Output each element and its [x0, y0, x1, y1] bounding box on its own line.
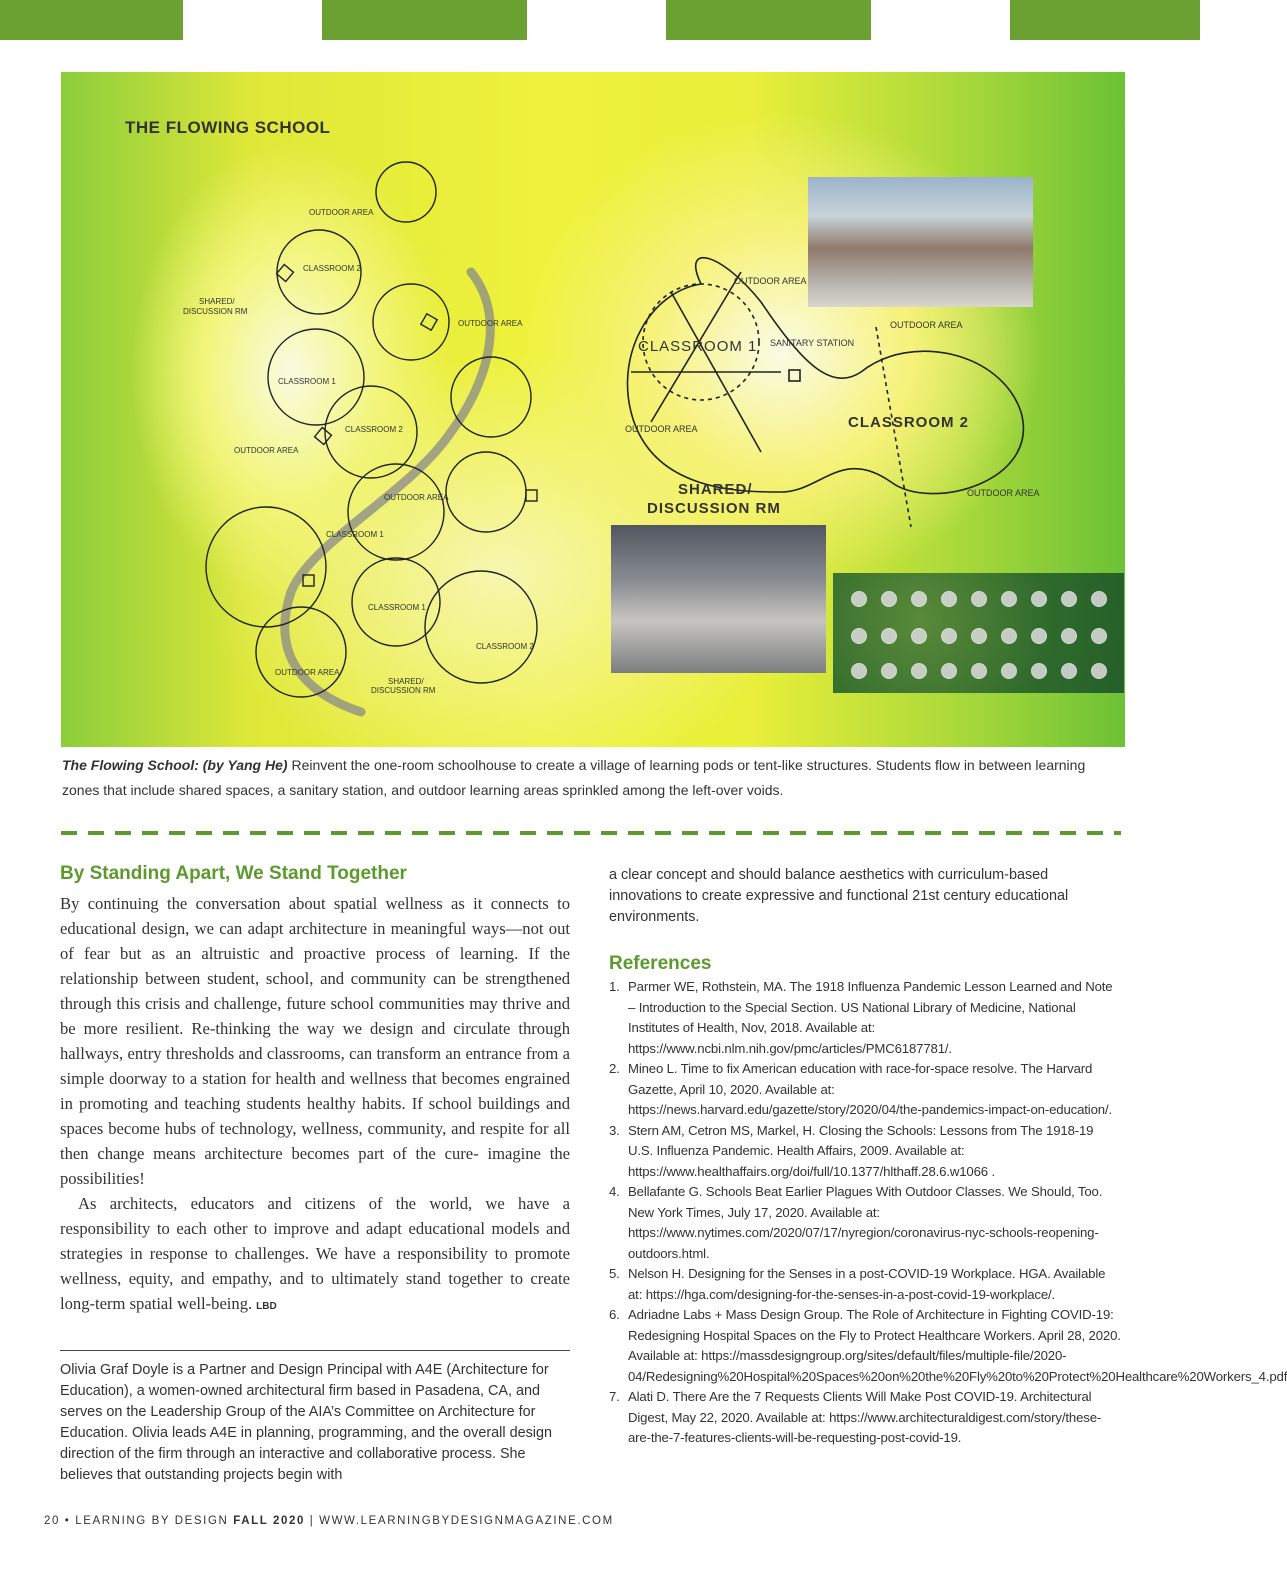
pod-dot — [971, 663, 987, 679]
aerial-pods-photo — [833, 573, 1124, 693]
sanitary-station-mark — [789, 370, 800, 381]
reference-text: Parmer WE, Rothstein, MA. The 1918 Influenza Pandemic Lesson Learned and Note – Introduction to the Special Section. US National Library of Medicine, National Institutes of Health, Nov, 2018. Available at: https://www.ncbi.nlm.nih.gov/pmc/articles/PMC6187781/. — [628, 979, 1113, 1056]
label-shared: SHARED/ — [199, 297, 235, 306]
label-outdoor-area: OUTDOOR AREA — [967, 488, 1040, 498]
reference-item — [609, 1305, 1287, 1387]
pod-dot — [971, 591, 987, 607]
paragraph-text: As architects, educators and citizens of the world, we have a responsibility to each other to improve and adapt educational models and strategies in response to challenges. We have a responsibility to promote wellness, equity, and empathy, and to ultimately stand together to create long-term spatial well-being. — [60, 1194, 570, 1313]
label-discussion: DISCUSSION RM — [371, 686, 436, 695]
figure-title: THE FLOWING SCHOOL — [125, 118, 331, 137]
pod-dot — [1031, 591, 1047, 607]
pod-dot — [1001, 663, 1017, 679]
page-number: 20 — [44, 1515, 60, 1527]
pod-circle — [373, 284, 449, 360]
reference-item — [609, 1121, 1121, 1183]
label-classroom: CLASSROOM 1 — [368, 603, 426, 612]
reference-text: Nelson H. Designing for the Senses in a post-COVID-19 Workplace. HGA. Available at: https://hga.com/designing-for-the-senses-in-a-post-covid-19-workplace/. — [628, 1266, 1106, 1302]
pod-dot — [851, 663, 867, 679]
pod-dot — [941, 628, 957, 644]
pod-dot — [1001, 628, 1017, 644]
paragraph: By continuing the conversation about spatial wellness as it connects to educational design, we can adapt architecture in meaningful ways—not out of fear but as an altruistic and proactive process of learning. If the relationship between student, school, and community can be strengthened through this crisis and challenge, future school communities may thrive and be more resilient. Re-thinking the way we design and circulate through hallways, entry thresholds and classrooms, can transform an entrance from a simple doorway to a station for health and wellness that becomes engrained in promoting and teaching students healthy habits. If school buildings and spaces become hubs of technology, wellness, community, and respite for all then change means architecture becomes part of the cure- imagine the possibilities! — [60, 894, 570, 1188]
label-outdoor-area: OUTDOOR AREA — [275, 668, 340, 677]
classroom-interior-photo — [611, 525, 826, 673]
pod-dot — [971, 628, 987, 644]
pod-dot — [911, 591, 927, 607]
dashed-divider — [61, 831, 1121, 835]
reference-number: 1. — [609, 979, 620, 994]
label-classroom: CLASSROOM 1 — [278, 377, 336, 386]
pod-dot — [881, 628, 897, 644]
pod-dot — [1031, 628, 1047, 644]
label-shared: SHARED/ — [678, 481, 753, 498]
label-outdoor-area: OUTDOOR AREA — [458, 319, 523, 328]
reference-number: 6. — [609, 1307, 620, 1322]
references-list — [609, 977, 1287, 1449]
footer-bar: | — [309, 1515, 315, 1527]
label-outdoor-area: OUTDOOR AREA — [890, 320, 963, 330]
header-block — [666, 0, 871, 40]
pod-dot — [1061, 663, 1077, 679]
reference-text: Mineo L. Time to fix American education with race-for-space resolve. The Harvard Gazette, April 10, 2020. Available at: https://news.harvard.edu/gazette/story/2020/04/the-pandemics-impact-on-education/. — [628, 1061, 1112, 1117]
article-heading: By Standing Apart, We Stand Together — [60, 863, 407, 884]
header-block — [0, 0, 183, 40]
label-outdoor-area: OUTDOOR AREA — [734, 276, 807, 286]
label-classroom: CLASSROOM 2 — [345, 425, 403, 434]
sanitary-station-mark — [526, 490, 537, 501]
reference-item — [609, 977, 1121, 1059]
reference-number: 7. — [609, 1389, 620, 1404]
label-classroom: CLASSROOM 2 — [476, 642, 534, 651]
page-footer — [44, 1515, 614, 1527]
sanitary-station-mark — [315, 428, 332, 445]
label-outdoor-area: OUTDOOR AREA — [384, 493, 449, 502]
caption-lead: The Flowing School: (by Yang He) — [62, 757, 288, 773]
label-classroom: CLASSROOM 2 — [303, 264, 361, 273]
bio-continuation: a clear concept and should balance aesthetics with curriculum-based innovations to create expressive and functional 21st century educational environments. — [609, 867, 1069, 925]
pod-dot — [1091, 628, 1107, 644]
magazine-name: LEARNING BY DESIGN — [75, 1515, 229, 1527]
label-discussion-rm: DISCUSSION RM — [647, 500, 781, 517]
reference-number: 2. — [609, 1061, 620, 1076]
magazine-url: WWW.LEARNINGBYDESIGNMAGAZINE.COM — [319, 1515, 614, 1527]
pod-dot — [1091, 663, 1107, 679]
reference-item — [609, 1387, 1121, 1449]
label-sanitary-station: SANITARY STATION — [770, 338, 855, 348]
pod-circle — [256, 607, 346, 697]
flowing-school-figure — [61, 72, 1125, 747]
label-classroom-1: CLASSROOM 1 — [638, 338, 758, 355]
pod-dot — [1031, 663, 1047, 679]
pod-dot — [941, 591, 957, 607]
pod-dot — [851, 628, 867, 644]
reference-item — [609, 1264, 1121, 1305]
header-block — [1010, 0, 1200, 40]
pod-dot — [881, 591, 897, 607]
label-discussion: DISCUSSION RM — [183, 307, 248, 316]
pod-dot — [851, 591, 867, 607]
label-outdoor-area: OUTDOOR AREA — [309, 208, 374, 217]
pod-dot — [911, 663, 927, 679]
pod-dot — [1061, 628, 1077, 644]
flow-path — [285, 272, 490, 712]
label-outdoor-area: OUTDOOR AREA — [625, 424, 698, 434]
reference-number: 4. — [609, 1184, 620, 1199]
pod-dot — [1061, 591, 1077, 607]
street-tents-photo — [808, 177, 1033, 307]
reference-text: Alati D. There Are the 7 Requests Clients Will Make Post COVID-19. Architectural Digest, May 22, 2020. Available at: https://www.architecturaldigest.com/story/these-are-the-7-features-clients-will-be-requesting-post-covid-19. — [628, 1389, 1102, 1445]
label-classroom: CLASSROOM 1 — [326, 530, 384, 539]
reference-text: Bellafante G. Schools Beat Earlier Plagues With Outdoor Classes. We Should, Too. New York Times, July 17, 2020. Available at: https://www.nytimes.com/2020/07/17/nyregion/coronavirus-nyc-schools-reopening-outdoors.html. — [628, 1184, 1103, 1261]
pod-circle — [352, 558, 440, 646]
reference-item — [609, 1059, 1121, 1121]
pod-dot — [911, 628, 927, 644]
pod-circle — [446, 452, 526, 532]
header-block — [322, 0, 527, 40]
bio-divider — [60, 1350, 570, 1351]
reference-number: 5. — [609, 1266, 620, 1281]
issue-name: FALL 2020 — [233, 1515, 305, 1527]
sanitary-station-mark — [277, 265, 294, 282]
figure-caption — [62, 753, 1122, 803]
article-body — [60, 891, 570, 1319]
paragraph — [60, 1191, 570, 1319]
reference-number: 3. — [609, 1122, 620, 1138]
pod-circle — [451, 357, 531, 437]
reference-text: Adriadne Labs + Mass Design Group. The Role of Architecture in Fighting COVID-19: Redesigning Hospital Spaces on the Fly to Protect Healthcare Workers. April 28, 2020. Available at: https://massdesigngroup.org/sites/default/files/multiple-file/2020-04/Redesigning%20Hospital%20Spaces%20on%20the%20Fly%20to%20Protect%20Healthcare%20Workers_4.pdf — [628, 1307, 1287, 1384]
label-shared: SHARED/ — [388, 677, 424, 686]
end-mark: LBD — [256, 1301, 277, 1312]
pod-dot — [941, 663, 957, 679]
pod-circle — [425, 571, 537, 683]
sanitary-station-mark — [421, 314, 437, 330]
pod-dot — [1091, 591, 1107, 607]
pod-dot — [1001, 591, 1017, 607]
label-classroom-2: CLASSROOM 2 — [848, 414, 970, 431]
pod-circle — [376, 162, 436, 222]
reference-item — [609, 1182, 1121, 1264]
references-heading: References — [609, 953, 712, 974]
author-bio: Olivia Graf Doyle is a Partner and Design Principal with A4E (Architecture for Education), a women-owned architectural firm based in Pasadena, CA, and serves on the Leadership Group of the AIA’s Committee on Architecture for Education. Olivia leads A4E in planning, programming, and the overall design direction of the firm through an interactive and collaborative process. She believes that outstanding projects begin with — [60, 1362, 552, 1483]
reference-text: Stern AM, Cetron MS, Markel, H. Closing the Schools: Lessons from The 1918-19 U.S. Influenza Pandemic. Health Affairs, 2009. Available at: https://www.healthaffairs.org/doi/full/10.1377/hlthaff.28.6.w1066 . — [628, 1122, 1094, 1179]
footer-separator: • — [60, 1515, 76, 1527]
label-outdoor-area: OUTDOOR AREA — [234, 446, 299, 455]
caption-text: Reinvent the one-room schoolhouse to create a village of learning pods or tent-like structures. Students flow in between learning zones that include shared spaces, a sanitary station, and outdoor learning areas sprinkled among the left-over voids. — [62, 757, 1086, 798]
pod-dot — [881, 663, 897, 679]
